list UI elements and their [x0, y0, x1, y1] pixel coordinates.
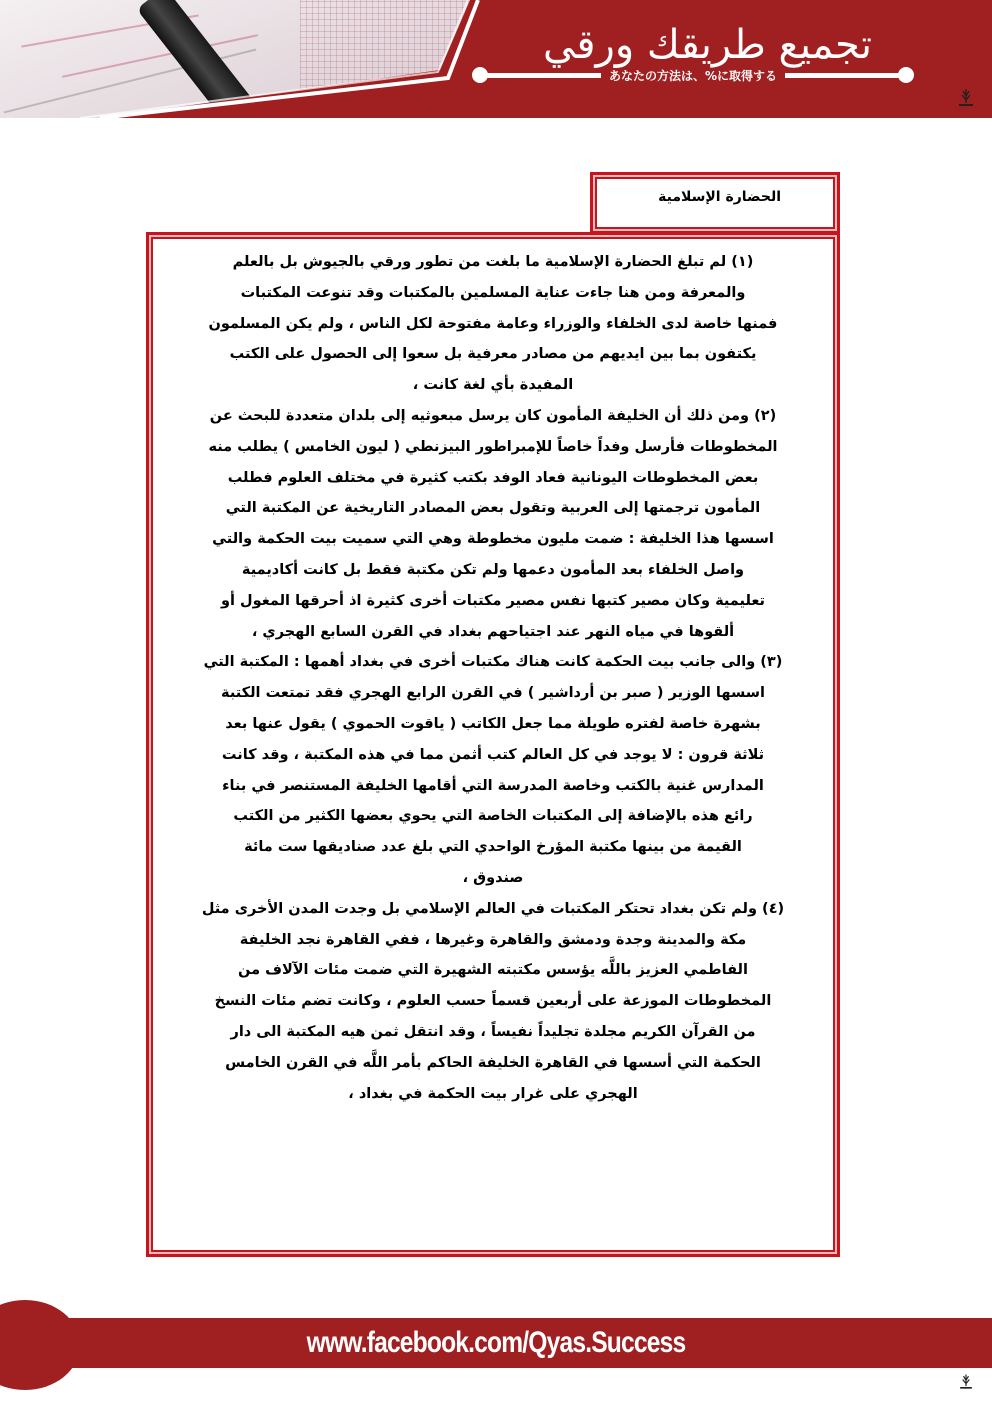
text-line: ثلاثة قرون : لا يوجد في كل العالم كتب أثمن مما في هذه المكتبة ، وقد كانت: [221, 746, 765, 763]
text-line: بشهرة خاصة لفتره طويلة مما جعل الكاتب ( ياقوت الحموي ) يقول عنها بعد: [225, 715, 761, 732]
subtitle-bar-right: [785, 73, 908, 78]
subtitle-bar-left: [478, 73, 601, 78]
text-line: المدارس غنية بالكتب وخاصة المدرسة التي أقامها الخليفة المستنصر في بناء: [222, 777, 764, 794]
text-line: المفيدة بأي لغة كانت ،: [412, 377, 574, 394]
text-line: صندوق ،: [462, 869, 524, 886]
document-title-box: [590, 172, 840, 234]
text-line: (١) لم تبلغ الحضارة الإسلامية ما بلغت من تطور ورقي بالجيوش بل بالعلم: [232, 254, 754, 270]
text-line: المأمون ترجمتها إلى العربية وتقول بعض المصادر التاريخية عن المكتبة التي: [225, 500, 761, 517]
text-line: الهجري على غرار بيت الحكمة في بغداد ،: [348, 1085, 638, 1102]
text-line: القيمة من بينها مكتبة المؤرخ الواحدي التي بلغ عدد صناديقها ست مائة: [244, 839, 742, 856]
document-title: الحضارة الإسلامية: [658, 189, 781, 205]
text-line: الفاطمي العزيز باللَّه يؤسس مكتبته الشهيرة التي ضمت مئات الآلاف من: [238, 962, 748, 979]
text-line: واصل الخلفاء بعد المأمون دعمها ولم تكن مكتبة فقط بل كانت أكاديمية: [241, 561, 745, 578]
text-line: ألقوها في مياه النهر عند اجتياحهم بغداد في القرن السابع الهجري ،: [251, 623, 735, 640]
header-banner: [0, 0, 992, 118]
text-line: (٣) والى جانب بيت الحكمة كانت هناك مكتبات أخرى في بغداد أهمها : المكتبة التي: [203, 654, 783, 671]
text-line: يكتفون بما بين ايديهم من مصادر معرفية بل سعوا إلى الحصول على الكتب: [229, 346, 757, 363]
paper-grid-decoration: [300, 0, 470, 110]
pen-image: [136, 0, 269, 118]
text-line: من القرآن الكريم مجلدة تجليداً نفيساً ، وقد انتقل ثمن هيه المكتبة الى دار: [230, 1023, 756, 1040]
header-subtitle: あなたの方法は、%に取得する: [608, 68, 778, 83]
text-line: فمنها خاصة لدى الخلفاء والوزراء وعامة مفتوحة لكل الناس ، ولم يكن المسلمون: [208, 315, 778, 332]
header-title: تجميع طريقك ورقي: [543, 22, 872, 68]
text-line: والمعرفة ومن هنا جاءت عناية المسلمين بالمكتبات وقد تنوعت المكتبات: [240, 284, 746, 301]
text-line: (٤) ولم تكن بغداد تحتكر المكتبات في العالم الإسلامي بل وجدت المدن الأخرى مثل: [201, 900, 785, 917]
text-line: مكة والمدينة وجدة ودمشق والقاهرة وغيرها ، ففي القاهرة نجد الخليفة: [239, 931, 747, 948]
document-body-frame: [146, 232, 840, 1257]
wheat-logo-icon: [954, 86, 978, 110]
text-line: بعض المخطوطات اليونانية فعاد الوفد بكتب كثيرة في مختلف العلوم فطلب: [227, 469, 759, 486]
text-line: اسسها هذا الخليفة : ضمت مليون مخطوطة وهي التي سميت بيت الحكمة والتي: [212, 531, 774, 548]
wheat-logo-icon: [956, 1372, 976, 1392]
document-body-text: [163, 247, 823, 1109]
header-photo-pen-paper: [0, 0, 470, 118]
header-subtitle-bar: [478, 64, 908, 86]
text-line: المخطوطات الموزعة على أربعين قسماً حسب العلوم ، وكانت تضم مئات النسخ: [214, 993, 772, 1010]
text-line: المخطوطات فأرسل وفداً خاصاً للإمبراطور البيزنطي ( ليون الخامس ) يطلب منه: [208, 438, 778, 455]
text-line: (٢) ومن ذلك أن الخليفة المأمون كان يرسل مبعوثيه إلى بلدان متعددة للبحث عن: [209, 407, 777, 424]
text-line: تعليمية وكان مصير كتبها نفس مصير مكتبات أخرى كثيرة اذ أحرقها المغول أو: [221, 592, 765, 609]
facebook-page-link[interactable]: www.facebook.com/Qyas.Success: [306, 1326, 686, 1359]
text-line: اسسها الوزير ( صبر بن أرداشير ) في القرن الرابع الهجري فقد تمتعت الكتبة: [221, 685, 765, 702]
text-line: رائع هذه بالإضافة إلى المكتبات الخاصة التي يحوي بعضها الكثير من الكتب: [233, 808, 753, 825]
text-line: الحكمة التي أسسها في القاهرة الخليفة الحاكم بأمر اللَّه في القرن الخامس: [225, 1054, 761, 1071]
